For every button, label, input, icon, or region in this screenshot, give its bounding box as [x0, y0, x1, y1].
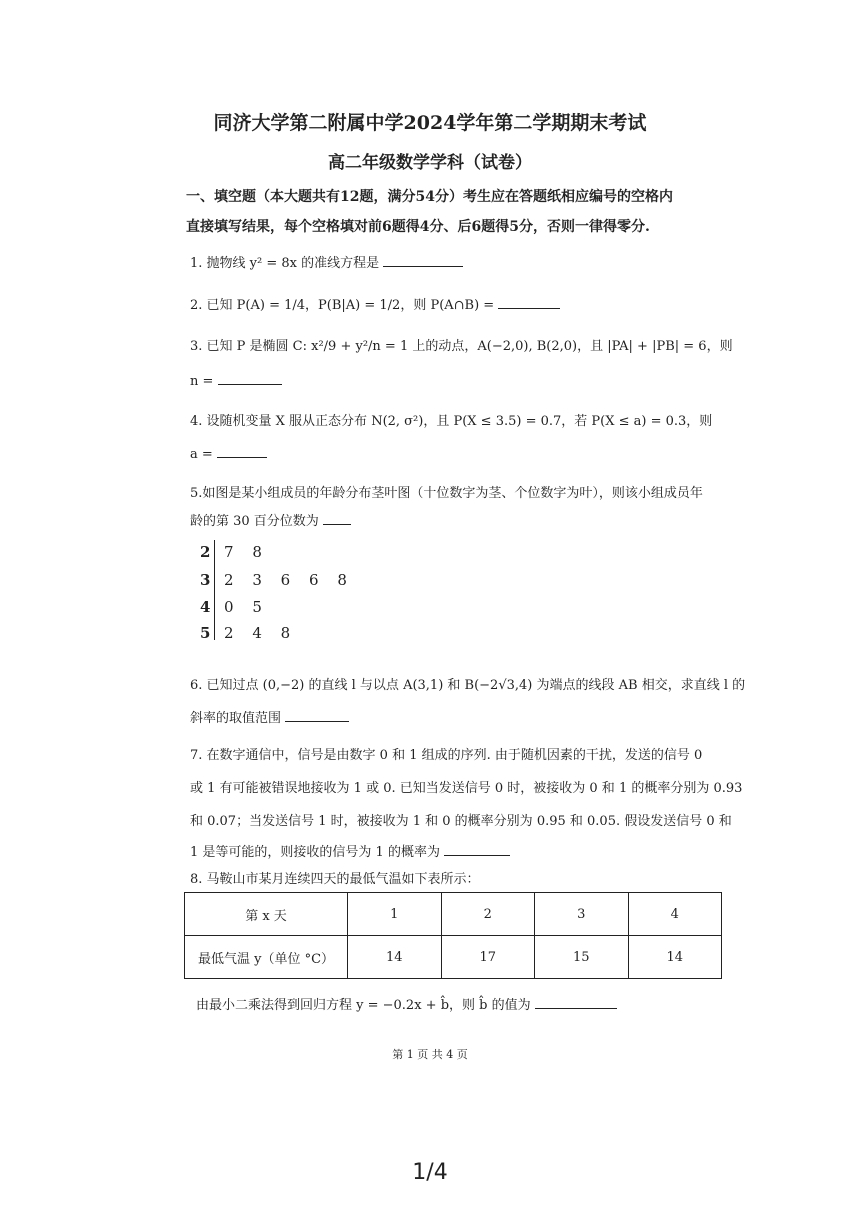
table-cell: 14 — [628, 936, 722, 979]
question-3-line1: 3. 已知 P 是椭圆 C: x²/9 + y²/n = 1 上的动点，A(−2,0), B(2,0)，且 |PA| + |PB| = 6，则 — [190, 339, 733, 354]
question-7-line3: 和 0.07；当发送信号 1 时，被接收为 1 和 0 的概率分别为 0.95 和 0.05. 假设发送信号 0 和 — [190, 814, 732, 829]
stem-leaf-divider — [214, 540, 215, 640]
table-cell: 3 — [535, 893, 629, 936]
answer-blank-7[interactable] — [444, 841, 510, 856]
section-instructions-line2: 直接填写结果，每个空格填对前6题得4分、后6题得5分，否则一律得零分. — [186, 219, 650, 235]
leaf-values — [224, 571, 347, 589]
leaf: 8 — [252, 543, 262, 561]
leaf: 2 — [224, 571, 234, 589]
leaf: 0 — [224, 598, 234, 616]
question-6-line2 — [190, 707, 349, 726]
question-8-line1: 8. 马鞍山市某月连续四天的最低气温如下表所示： — [190, 872, 480, 887]
leaf: 7 — [224, 543, 234, 561]
question-5-line2 — [190, 510, 351, 529]
leaf: 2 — [224, 624, 234, 642]
question-7-line1: 7. 在数字通信中，信号是由数字 0 和 1 组成的序列. 由于随机因素的干扰，发送的信号 0 — [190, 748, 703, 763]
answer-blank-1[interactable] — [383, 252, 463, 267]
table-cell: 14 — [348, 936, 442, 979]
temperature-table — [184, 892, 722, 979]
table-cell: 4 — [628, 893, 722, 936]
question-2-text: 2. 已知 P(A) = 1/4，P(B|A) = 1/2，则 P(A∩B) = — [190, 298, 495, 313]
question-7-line4 — [190, 841, 510, 860]
leaf: 6 — [280, 571, 291, 589]
leaf-values — [224, 624, 290, 642]
question-2 — [190, 294, 560, 313]
leaf-values — [224, 598, 262, 616]
question-4-line1: 4. 设随机变量 X 服从正态分布 N(2, σ²)，且 P(X ≤ 3.5) = 0.7，若 P(X ≤ a) = 0.3，则 — [190, 414, 713, 429]
question-5-text: 龄的第 30 百分位数为 — [190, 514, 319, 529]
leaf: 3 — [252, 571, 262, 589]
leaf: 6 — [308, 571, 319, 589]
leaf: 8 — [337, 571, 347, 589]
table-cell: 17 — [441, 936, 535, 979]
question-8-line2 — [196, 994, 617, 1013]
question-7-line2: 或 1 有可能被错误地接收为 1 或 0. 已知当发送信号 0 时，被接收为 0 和 1 的概率分别为 0.93 — [190, 781, 743, 796]
answer-blank-5[interactable] — [323, 510, 351, 525]
question-3-line2 — [190, 370, 282, 389]
page-indicator: 1/4 — [412, 1160, 448, 1185]
answer-blank-2[interactable] — [498, 294, 560, 309]
table-row — [185, 893, 722, 936]
question-5-line1: 5.如图是某小组成员的年龄分布茎叶图（十位数字为茎、个位数字为叶），则该小组成员年 — [190, 486, 703, 501]
exam-subtitle: 高二年级数学学科（试卷） — [328, 153, 532, 173]
question-1 — [190, 252, 463, 271]
table-cell: 2 — [441, 893, 535, 936]
answer-blank-6[interactable] — [285, 707, 349, 722]
leaf: 4 — [252, 624, 262, 642]
question-1-text: 1. 抛物线 y² = 8x 的准线方程是 — [190, 256, 380, 271]
answer-blank-4[interactable] — [217, 443, 267, 458]
stem-value: 3 — [200, 571, 211, 589]
question-8-text: 由最小二乘法得到回归方程 y = −0.2x + b̂，则 b̂ 的值为 — [196, 998, 531, 1013]
table-row — [185, 936, 722, 979]
table-cell: 第 x 天 — [185, 893, 348, 936]
stem-leaf-row — [200, 598, 210, 616]
leaf: 8 — [280, 624, 291, 642]
stem-leaf-row — [200, 543, 210, 561]
page-footer: 第 1 页 共 4 页 — [392, 1048, 468, 1061]
stem-leaf-row — [200, 624, 210, 642]
question-4-text: a = — [190, 447, 213, 462]
stem-value: 4 — [200, 598, 211, 616]
question-4-line2 — [190, 443, 267, 462]
table-cell: 最低气温 y（单位 °C） — [185, 936, 348, 979]
exam-title: 同济大学第二附属中学2024学年第二学期期末考试 — [213, 112, 647, 134]
section-instructions-line1: 一、填空题（本大题共有12题，满分54分）考生应在答题纸相应编号的空格内 — [186, 189, 673, 205]
stem-leaf-row — [200, 571, 210, 589]
stem-value: 2 — [200, 543, 211, 561]
question-6-line1: 6. 已知过点 (0,−2) 的直线 l 与以点 A(3,1) 和 B(−2√3,4) 为端点的线段 AB 相交，求直线 l 的 — [190, 678, 746, 693]
table-cell: 1 — [348, 893, 442, 936]
leaf: 5 — [252, 598, 262, 616]
question-7-text: 1 是等可能的，则接收的信号为 1 的概率为 — [190, 845, 440, 860]
table-cell: 15 — [535, 936, 629, 979]
leaf-values — [224, 543, 262, 561]
answer-blank-3[interactable] — [218, 370, 282, 385]
stem-value: 5 — [200, 624, 211, 642]
answer-blank-8[interactable] — [535, 994, 617, 1009]
question-3-text: n = — [190, 374, 214, 389]
question-6-text: 斜率的取值范围 — [190, 711, 282, 726]
